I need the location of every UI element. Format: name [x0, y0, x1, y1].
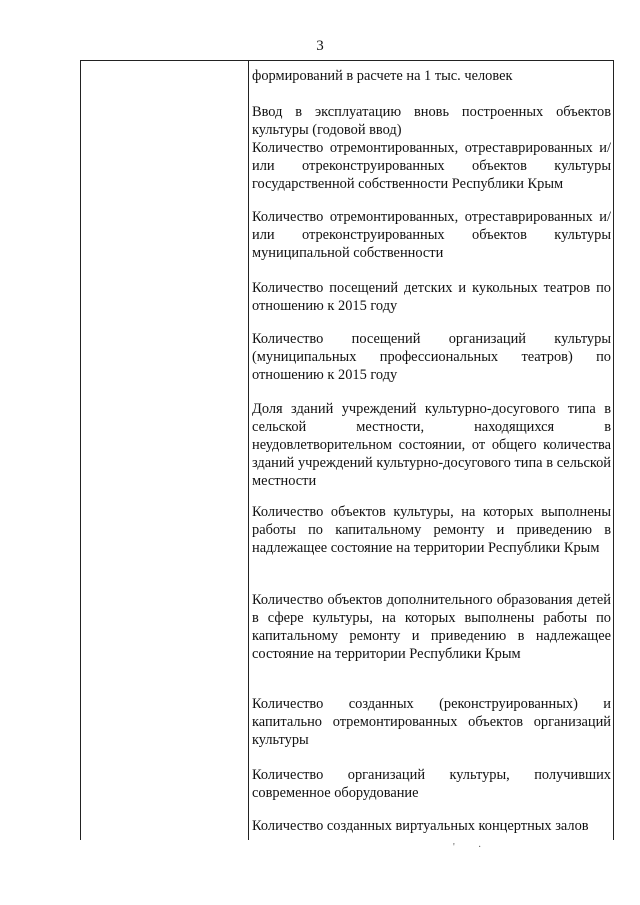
indicator-item: Количество посещений организаций культуры (муниципальных профессиональных театров) по отношению к 2015 году: [252, 331, 611, 383]
indicator-item: Количество отремонтированных, отреставрированных и/или отреконструированных объектов культуры государственной собственности Республики Крым: [252, 140, 611, 192]
scan-mark: ·: [478, 842, 482, 853]
page-number: 3: [316, 38, 324, 54]
indicator-item: Количество организаций культуры, получивших современное оборудование: [252, 767, 611, 801]
scan-mark: ': [453, 842, 455, 853]
indicator-item: Количество объектов культуры, на которых выполнены работы по капитальному ремонту и приведению в надлежащее состояние на территории Республики Крым: [252, 504, 611, 556]
indicator-item: Количество посещений детских и кукольных театров по отношению к 2015 году: [252, 280, 611, 314]
table-column-divider: [248, 60, 249, 840]
indicator-item: Количество созданных виртуальных концертных залов: [252, 818, 589, 834]
indicator-item: формирований в расчете на 1 тыс. человек: [252, 68, 513, 84]
indicator-item: Количество отремонтированных, отреставрированных и/или отреконструированных объектов культуры муниципальной собственности: [252, 209, 611, 261]
indicator-item: Ввод в эксплуатацию вновь построенных объектов культуры (годовой ввод): [252, 104, 611, 138]
indicator-item: Количество объектов дополнительного образования детей в сфере культуры, на которых выполнены работы по капитальному ремонту и приведению в надлежащее состояние на территории Республики Крым: [252, 592, 611, 662]
indicator-item: Количество созданных (реконструированных) и капитально отремонтированных объектов организаций культуры: [252, 696, 611, 748]
indicator-item: Доля зданий учреждений культурно-досугового типа в сельской местности, находящихся в неудовлетворительном состоянии, от общего количества зданий учреждений культурно-досугового типа в сельской местности: [252, 401, 611, 489]
